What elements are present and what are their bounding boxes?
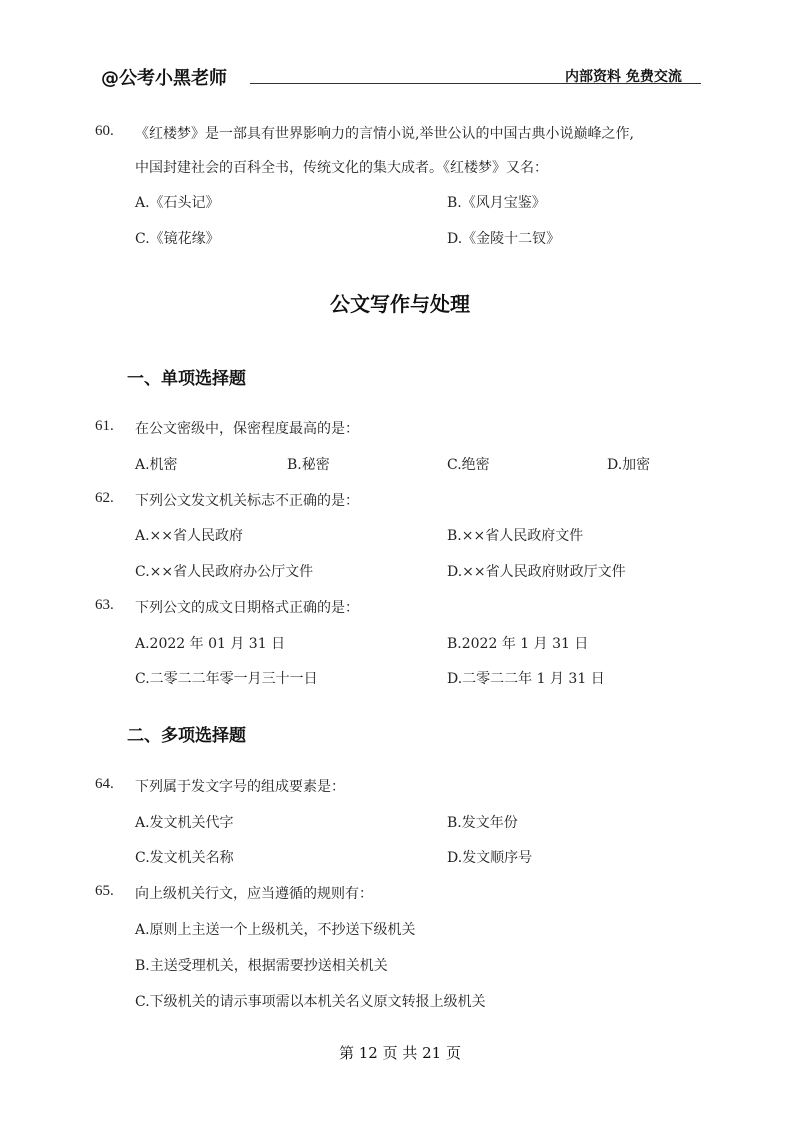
- question-text: 在公文密级中，保密程度最高的是：: [135, 421, 359, 437]
- option-b: B.2022 年 1 月 31 日: [447, 636, 589, 652]
- question-text-line2: 中国封建社会的百科全书，传统文化的集大成者。《红楼梦》又名：: [135, 160, 548, 176]
- option-b: B.××省人民政府文件: [447, 528, 584, 544]
- option-c: C.发文机关名称: [135, 850, 234, 866]
- question-number: 63.: [95, 597, 114, 613]
- question-text: 向上级机关行文，应当遵循的规则有：: [135, 886, 373, 902]
- part-title-single-choice: 一、单项选择题: [127, 369, 246, 389]
- option-d: D.《金陵十二钗》: [447, 231, 561, 247]
- option-a: A.《石头记》: [135, 195, 220, 211]
- question-number: 62.: [95, 490, 114, 506]
- option-d: D.××省人民政府财政厅文件: [447, 564, 626, 580]
- question-number: 65.: [95, 883, 114, 899]
- question-number: 60.: [95, 123, 114, 139]
- option-c: C.下级机关的请示事项需以本机关名义原文转报上级机关: [135, 994, 486, 1010]
- question-text: 下列公文的成文日期格式正确的是：: [135, 600, 359, 616]
- question-number: 61.: [95, 418, 114, 434]
- option-a: A.机密: [135, 457, 178, 473]
- option-c: C.《镜花缘》: [135, 231, 220, 247]
- option-b: B.秘密: [287, 457, 330, 473]
- option-c: C.绝密: [447, 457, 490, 473]
- question-text-line1: 《红楼梦》是一部具有世界影响力的言情小说,举世公认的中国古典小说巅峰之作,: [135, 126, 634, 142]
- option-b: B.发文年份: [447, 815, 518, 831]
- question-text: 下列属于发文字号的组成要素是：: [135, 779, 345, 795]
- page-number-footer: 第 12 页 共 21 页: [338, 1044, 461, 1062]
- option-b: B.主送受理机关，根据需要抄送相关机关: [135, 958, 388, 974]
- question-number: 64.: [95, 776, 114, 792]
- header-watermark-author: @公考小黑老师: [101, 68, 227, 89]
- option-c: C.二零二二年零一月三十一日: [135, 671, 318, 687]
- section-title: 公文写作与处理: [330, 292, 470, 316]
- question-text: 下列公文发文机关标志不正确的是：: [135, 493, 359, 509]
- option-a: A.原则上主送一个上级机关，不抄送下级机关: [135, 922, 416, 938]
- option-c: C.××省人民政府办公厅文件: [135, 564, 314, 580]
- option-d: D.发文顺序号: [447, 850, 533, 866]
- option-b: B.《风月宝鉴》: [447, 195, 546, 211]
- header-notice: 内部资料 免费交流: [565, 69, 682, 85]
- part-title-multiple-choice: 二、多项选择题: [127, 726, 246, 746]
- option-d: D.二零二二年 1 月 31 日: [447, 671, 605, 687]
- option-a: A.××省人民政府: [135, 528, 244, 544]
- option-a: A.2022 年 01 月 31 日: [135, 636, 286, 652]
- option-a: A.发文机关代字: [135, 815, 234, 831]
- option-d: D.加密: [607, 457, 651, 473]
